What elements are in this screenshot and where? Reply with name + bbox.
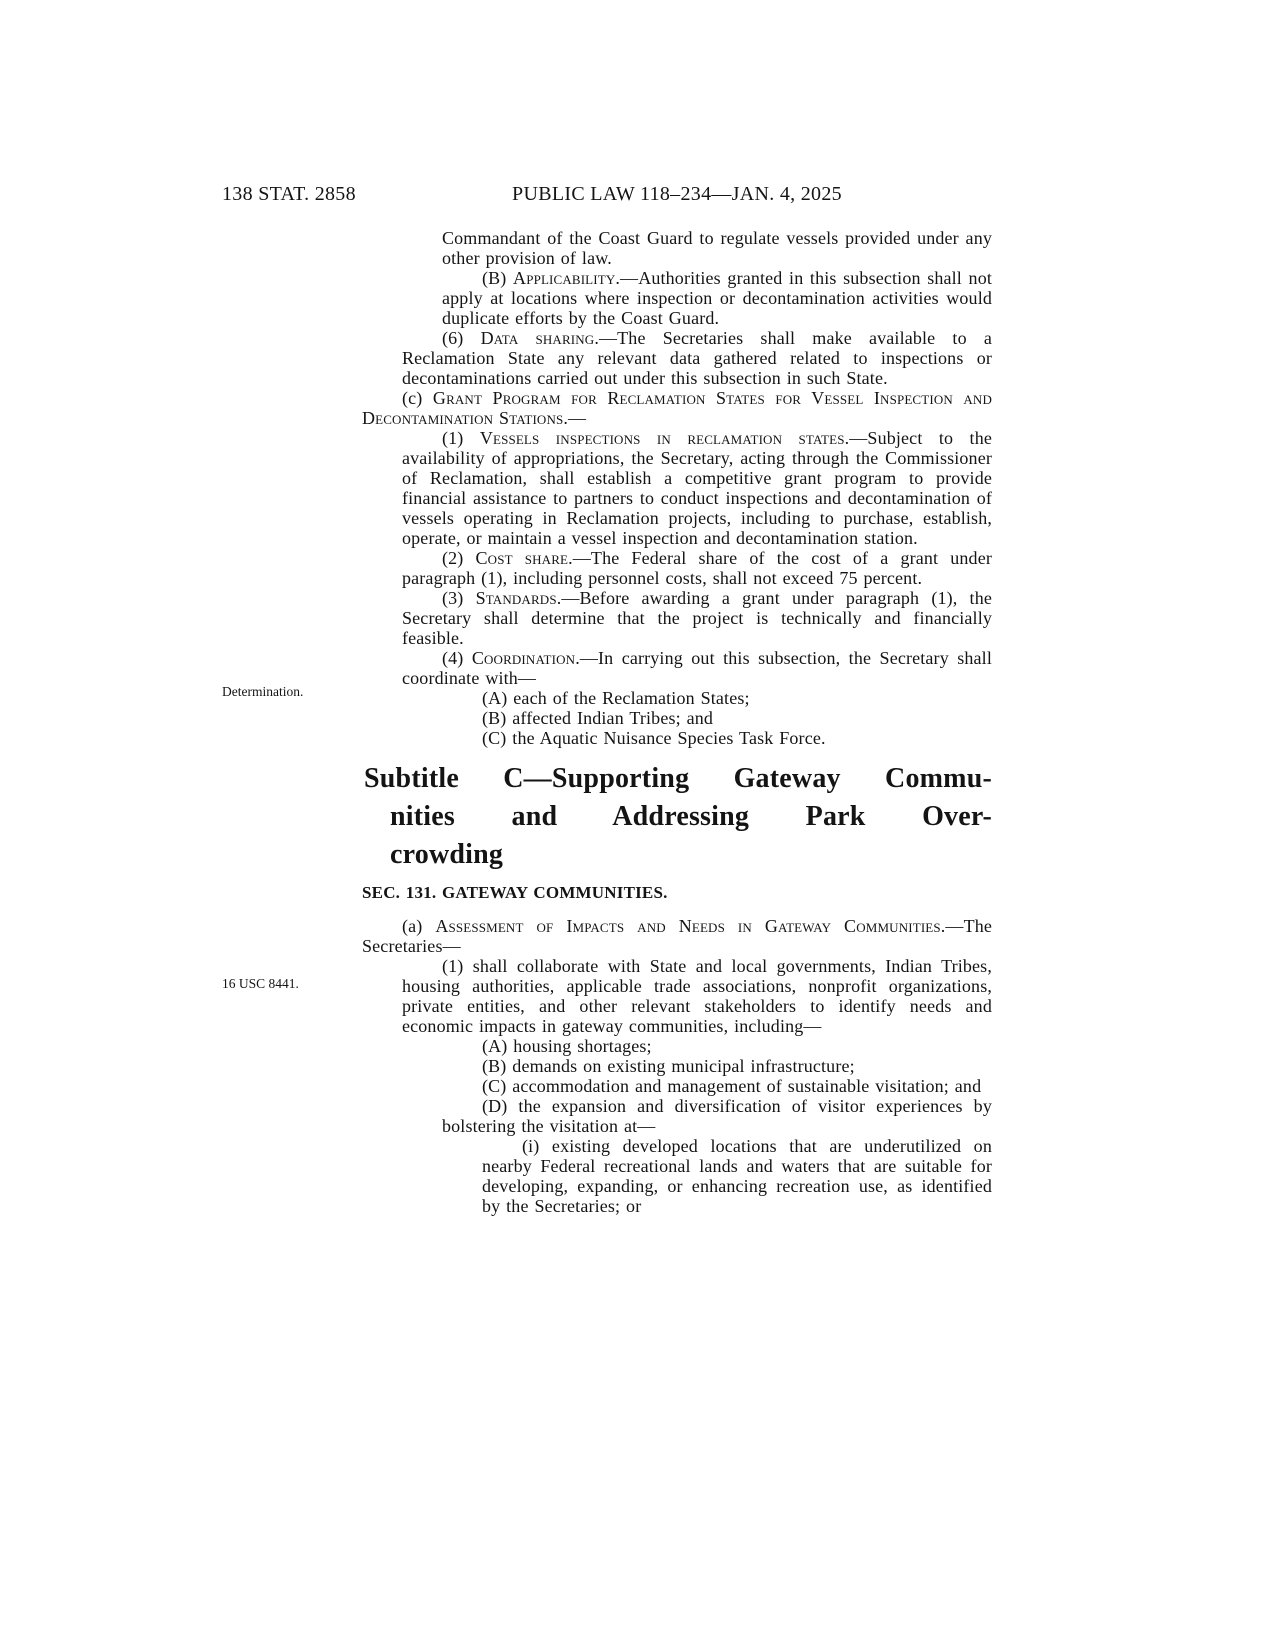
- statute-paragraph: [402, 588, 992, 648]
- statute-paragraph: [482, 1136, 992, 1216]
- paragraph-text: (B) demands on existing municipal infrastructure;: [482, 1056, 855, 1076]
- paragraph-text: (A) each of the Reclamation States;: [482, 688, 750, 708]
- statute-paragraph: [442, 228, 992, 268]
- small-caps-term: Grant Program for Reclamation States for Vessel Inspection and Decontamination Stations: [362, 388, 992, 428]
- margin-notes-column: [222, 0, 347, 1650]
- statute-paragraph: [442, 688, 992, 708]
- paragraph-text: .—The Secretaries—: [362, 916, 993, 956]
- paragraph-text: (a): [402, 916, 436, 936]
- paragraph-text: (A) housing shortages;: [482, 1036, 652, 1056]
- statute-paragraph: [442, 1036, 992, 1056]
- small-caps-term: Assessment of Impacts and Needs in Gateway Communities: [435, 916, 941, 936]
- paragraph-text: (i) existing developed locations that are underutilized on nearby Federal recreational lands and waters that are suitable for developing, expanding, or enhancing recreation use, as identified by the Secretaries; or: [482, 1136, 992, 1216]
- statute-paragraph: [402, 328, 992, 388]
- small-caps-term: Coordination: [471, 648, 576, 668]
- statute-paragraph: [442, 1096, 992, 1136]
- small-caps-term: Data sharing: [480, 328, 595, 348]
- statute-body-column: [362, 228, 992, 1216]
- paragraph-text: Commandant of the Coast Guard to regulate vessels provided under any other provision of law.: [442, 228, 992, 268]
- subtitle-heading: [364, 760, 992, 874]
- small-caps-term: Applicability: [513, 268, 616, 288]
- statute-paragraph: [362, 388, 992, 428]
- stat-number: 138 STAT. 2858: [222, 183, 356, 205]
- margin-note: 16 USC 8441.: [222, 976, 299, 991]
- law-title: PUBLIC LAW 118–234—JAN. 4, 2025: [512, 183, 842, 205]
- small-caps-term: Cost share: [475, 548, 569, 568]
- paragraph-text: (6): [442, 328, 481, 348]
- paragraph-text: (2): [442, 548, 476, 568]
- paragraph-text: (C) the Aquatic Nuisance Species Task Force.: [482, 728, 826, 748]
- statute-paragraph: [442, 708, 992, 728]
- subtitle-heading-line: nities and Addressing Park Over-: [390, 801, 992, 832]
- paragraph-text: (B) affected Indian Tribes; and: [482, 708, 714, 728]
- paragraph-text: (1): [442, 428, 480, 448]
- statute-paragraph: [442, 728, 992, 748]
- paragraph-text: (4): [442, 648, 472, 668]
- paragraph-text: (B): [482, 268, 514, 288]
- paragraph-text: (C) accommodation and management of sustainable visitation; and: [482, 1076, 982, 1096]
- paragraph-text: (3): [442, 588, 476, 608]
- paragraph-text: .—Before awarding a grant under paragraph (1), the Secretary shall determine that the project is technically and financially feasible.: [402, 588, 992, 648]
- subtitle-heading-line: crowding: [390, 839, 504, 870]
- statute-paragraph: [362, 916, 992, 956]
- statute-paragraph: [442, 1076, 992, 1096]
- paragraph-text: .—: [563, 408, 587, 428]
- subtitle-heading-line: Subtitle C—Supporting Gateway Commu-: [364, 763, 992, 794]
- small-caps-term: Standards: [475, 588, 557, 608]
- paragraph-text: .—Subject to the availability of appropriations, the Secretary, acting through the Commissioner of Reclamation, shall establish a competitive grant program to provide financial assistance to partners to conduct inspections and decontamination of vessels operating in Reclamation projects, including to purchase, establish, operate, or maintain a vessel inspection and decontamination station.: [402, 428, 992, 548]
- paragraph-text: .—Authorities granted in this subsection shall not apply at locations where inspection or decontamination activities would duplicate efforts by the Coast Guard.: [442, 268, 992, 328]
- paragraph-text: (1) shall collaborate with State and local governments, Indian Tribes, housing authorities, applicable trade associations, nonprofit organizations, private entities, and other relevant stakeholders to identify needs and economic impacts in gateway communities, including—: [402, 956, 992, 1036]
- statute-paragraph: [442, 268, 992, 328]
- margin-note: Determination.: [222, 684, 304, 699]
- paragraph-text: .—The Secretaries shall make available to a Reclamation State any relevant data gathered related to inspections or decontaminations carried out under this subsection in such State.: [402, 328, 992, 388]
- small-caps-term: Vessels inspections in reclamation states: [479, 428, 845, 448]
- statute-paragraph: [402, 548, 992, 588]
- paragraph-text: (D) the expansion and diversification of visitor experiences by bolstering the visitation at—: [442, 1096, 992, 1136]
- paragraph-text: .—In carrying out this subsection, the Secretary shall coordinate with—: [402, 648, 992, 688]
- paragraph-text: (c): [402, 388, 433, 408]
- statute-paragraph: [442, 1056, 992, 1076]
- statute-paragraph: [402, 648, 992, 688]
- statute-paragraph: [402, 428, 992, 548]
- statute-paragraph: [402, 956, 992, 1036]
- section-heading: SEC. 131. GATEWAY COMMUNITIES.: [362, 883, 668, 902]
- paragraph-text: .—The Federal share of the cost of a grant under paragraph (1), including personnel costs, shall not exceed 75 percent.: [402, 548, 992, 588]
